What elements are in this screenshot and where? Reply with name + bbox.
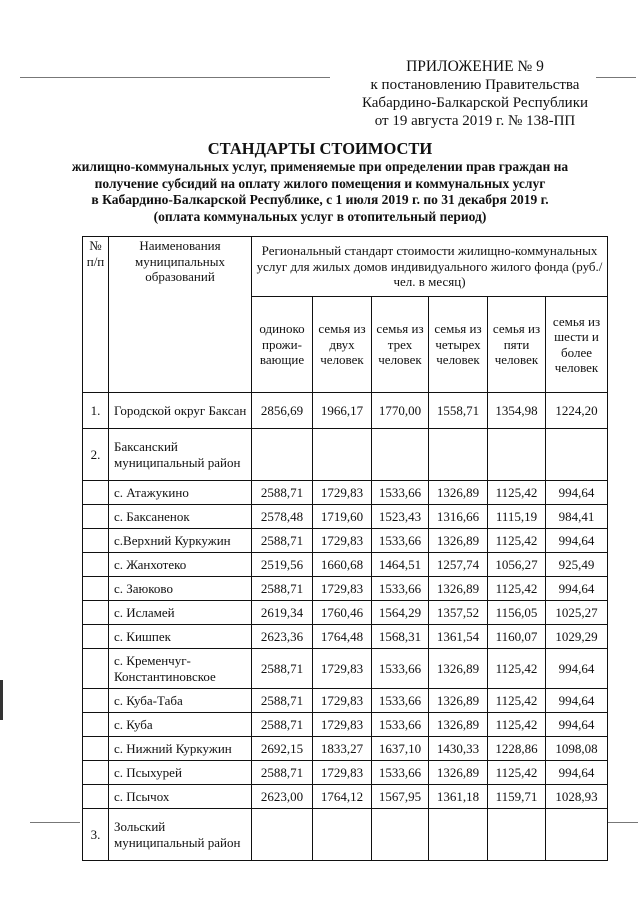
row-value: 1729,83 xyxy=(313,649,372,689)
row-value: 2519,56 xyxy=(252,553,313,577)
row-number xyxy=(83,689,109,713)
col-header-number: № п/п xyxy=(83,237,109,393)
row-value: 1125,42 xyxy=(488,761,546,785)
sub-header: семья из трех человек xyxy=(372,297,429,393)
row-value: 1056,27 xyxy=(488,553,546,577)
row-value: 2588,71 xyxy=(252,577,313,601)
title-sub-1: жилищно-коммунальных услуг, применяемые при определении прав граждан на xyxy=(71,159,569,174)
row-value: 994,64 xyxy=(546,481,608,505)
appendix-header xyxy=(330,58,620,130)
row-value xyxy=(429,429,488,481)
table-row xyxy=(83,625,608,649)
row-value: 1361,18 xyxy=(429,785,488,809)
row-value xyxy=(372,429,429,481)
row-value: 1729,83 xyxy=(313,577,372,601)
title-sub-4: (оплата коммунальных услуг в отопительный период) xyxy=(153,208,487,224)
row-name: Городской округ Баксан xyxy=(109,393,252,429)
document-title xyxy=(20,139,620,225)
table-row xyxy=(83,529,608,553)
row-value xyxy=(546,429,608,481)
row-value xyxy=(252,429,313,481)
row-value: 1028,93 xyxy=(546,785,608,809)
row-value: 984,41 xyxy=(546,505,608,529)
row-number xyxy=(83,553,109,577)
col-header-group: Региональный стандарт стоимости жилищно-коммунальных услуг для жилых домов индивидуального жилого фонда (руб./чел. в месяц) xyxy=(252,237,608,297)
row-name: с. Заюково xyxy=(109,577,252,601)
row-value: 2623,00 xyxy=(252,785,313,809)
row-value: 1224,20 xyxy=(546,393,608,429)
row-value: 1567,95 xyxy=(372,785,429,809)
row-name: с. Псыхурей xyxy=(109,761,252,785)
row-value: 1533,66 xyxy=(372,481,429,505)
row-value: 1326,89 xyxy=(429,529,488,553)
table-row xyxy=(83,429,608,481)
sub-header: одиноко прожи-вающие xyxy=(252,297,313,393)
row-value: 2588,71 xyxy=(252,481,313,505)
appendix-line-2: Кабардино-Балкарской Республики xyxy=(361,95,589,111)
row-value: 1533,66 xyxy=(372,529,429,553)
row-value: 1156,05 xyxy=(488,601,546,625)
row-value: 994,64 xyxy=(546,713,608,737)
row-value: 1764,48 xyxy=(313,625,372,649)
row-name: с. Псычох xyxy=(109,785,252,809)
row-value: 1361,54 xyxy=(429,625,488,649)
row-name: с. Кишпек xyxy=(109,625,252,649)
scan-line-top xyxy=(20,77,330,78)
row-value: 1257,74 xyxy=(429,553,488,577)
row-value: 1966,17 xyxy=(313,393,372,429)
row-number xyxy=(83,761,109,785)
row-value: 1523,43 xyxy=(372,505,429,529)
row-name: с. Куба-Таба xyxy=(109,689,252,713)
row-number xyxy=(83,577,109,601)
row-value: 1160,07 xyxy=(488,625,546,649)
table-row xyxy=(83,689,608,713)
row-value: 925,49 xyxy=(546,553,608,577)
row-value xyxy=(429,809,488,861)
row-value: 2588,71 xyxy=(252,529,313,553)
table-row xyxy=(83,577,608,601)
row-name: с.Верхний Куркужин xyxy=(109,529,252,553)
row-number xyxy=(83,785,109,809)
scan-line-bottom-right xyxy=(608,822,638,823)
row-value: 1729,83 xyxy=(313,529,372,553)
row-value: 1533,66 xyxy=(372,761,429,785)
table-row xyxy=(83,713,608,737)
row-value: 994,64 xyxy=(546,529,608,553)
row-value: 1326,89 xyxy=(429,689,488,713)
row-value: 1564,29 xyxy=(372,601,429,625)
row-name: Баксанский муниципальный район xyxy=(109,429,252,481)
table-row xyxy=(83,785,608,809)
title-main: СТАНДАРТЫ СТОИМОСТИ xyxy=(207,139,433,158)
row-value: 1159,71 xyxy=(488,785,546,809)
row-value: 1125,42 xyxy=(488,713,546,737)
appendix-line-3: от 19 августа 2019 г. № 138-ПП xyxy=(374,113,576,129)
row-value: 1125,42 xyxy=(488,649,546,689)
row-value: 1125,42 xyxy=(488,481,546,505)
row-value: 1029,29 xyxy=(546,625,608,649)
row-value: 1533,66 xyxy=(372,649,429,689)
row-value: 2623,36 xyxy=(252,625,313,649)
row-value: 1729,83 xyxy=(313,713,372,737)
row-value: 1025,27 xyxy=(546,601,608,625)
title-sub-2: получение субсидий на оплату жилого помещения и коммунальных услуг xyxy=(94,175,546,191)
row-value: 1770,00 xyxy=(372,393,429,429)
row-value: 1357,52 xyxy=(429,601,488,625)
row-value: 1326,89 xyxy=(429,761,488,785)
row-number xyxy=(83,625,109,649)
row-value: 2588,71 xyxy=(252,689,313,713)
table-body xyxy=(83,393,608,861)
row-value: 1098,08 xyxy=(546,737,608,761)
table-row xyxy=(83,649,608,689)
scan-line-bottom xyxy=(30,822,80,823)
row-value: 1430,33 xyxy=(429,737,488,761)
row-number xyxy=(83,649,109,689)
row-value: 1125,42 xyxy=(488,689,546,713)
sub-header: семья из четырех человек xyxy=(429,297,488,393)
sub-header: семья из пяти человек xyxy=(488,297,546,393)
sub-header: семья из шести и более человек xyxy=(546,297,608,393)
row-value xyxy=(313,429,372,481)
row-number xyxy=(83,601,109,625)
row-number: 1. xyxy=(83,393,109,429)
row-value: 994,64 xyxy=(546,649,608,689)
row-value xyxy=(313,809,372,861)
row-name: с. Куба xyxy=(109,713,252,737)
row-number: 3. xyxy=(83,809,109,861)
row-name: с. Нижний Куркужин xyxy=(109,737,252,761)
col-header-name: Наименования муниципальных образований xyxy=(109,237,252,393)
row-name: с. Исламей xyxy=(109,601,252,625)
row-number xyxy=(83,713,109,737)
row-value: 1568,31 xyxy=(372,625,429,649)
row-value xyxy=(546,809,608,861)
table-row xyxy=(83,553,608,577)
row-value: 994,64 xyxy=(546,577,608,601)
table-row xyxy=(83,737,608,761)
table-row xyxy=(83,393,608,429)
row-value xyxy=(372,809,429,861)
row-value: 1760,46 xyxy=(313,601,372,625)
sub-header: семья из двух человек xyxy=(313,297,372,393)
row-number: 2. xyxy=(83,429,109,481)
header-row-1 xyxy=(83,237,608,297)
row-number xyxy=(83,737,109,761)
row-value: 1228,86 xyxy=(488,737,546,761)
row-value: 1764,12 xyxy=(313,785,372,809)
row-value: 2692,15 xyxy=(252,737,313,761)
title-sub-3: в Кабардино-Балкарской Республике, с 1 июля 2019 г. по 31 декабря 2019 г. xyxy=(91,192,549,207)
row-value: 1729,83 xyxy=(313,761,372,785)
row-name: с. Жанхотеко xyxy=(109,553,252,577)
row-value: 1354,98 xyxy=(488,393,546,429)
row-value: 1558,71 xyxy=(429,393,488,429)
table-row xyxy=(83,601,608,625)
row-value: 1316,66 xyxy=(429,505,488,529)
row-value: 1326,89 xyxy=(429,481,488,505)
table-row xyxy=(83,761,608,785)
row-value: 2588,71 xyxy=(252,713,313,737)
row-value: 1464,51 xyxy=(372,553,429,577)
row-value: 1533,66 xyxy=(372,577,429,601)
row-value: 1125,42 xyxy=(488,577,546,601)
row-value: 1729,83 xyxy=(313,689,372,713)
row-name: с. Кременчуг-Константиновское xyxy=(109,649,252,689)
row-name: Зольский муниципальный район xyxy=(109,809,252,861)
scan-edge-mark xyxy=(0,680,7,720)
row-value: 1115,19 xyxy=(488,505,546,529)
row-value: 1533,66 xyxy=(372,713,429,737)
row-value: 1660,68 xyxy=(313,553,372,577)
appendix-number: ПРИЛОЖЕНИЕ № 9 xyxy=(406,58,544,75)
row-value: 1533,66 xyxy=(372,689,429,713)
row-value xyxy=(252,809,313,861)
standards-table xyxy=(82,236,608,861)
row-number xyxy=(83,529,109,553)
row-value: 1833,27 xyxy=(313,737,372,761)
row-value xyxy=(488,429,546,481)
row-value: 994,64 xyxy=(546,689,608,713)
row-value: 994,64 xyxy=(546,761,608,785)
row-value: 1729,83 xyxy=(313,481,372,505)
table-row xyxy=(83,505,608,529)
row-value xyxy=(488,809,546,861)
table-row xyxy=(83,809,608,861)
row-value: 2619,34 xyxy=(252,601,313,625)
row-name: с. Баксаненок xyxy=(109,505,252,529)
row-value: 2856,69 xyxy=(252,393,313,429)
row-value: 2588,71 xyxy=(252,649,313,689)
row-value: 1637,10 xyxy=(372,737,429,761)
row-name: с. Атажукино xyxy=(109,481,252,505)
row-value: 1326,89 xyxy=(429,649,488,689)
row-value: 1326,89 xyxy=(429,577,488,601)
table-row xyxy=(83,481,608,505)
row-value: 1719,60 xyxy=(313,505,372,529)
row-number xyxy=(83,505,109,529)
row-value: 2588,71 xyxy=(252,761,313,785)
row-number xyxy=(83,481,109,505)
appendix-line-1: к постановлению Правительства xyxy=(370,77,580,93)
row-value: 2578,48 xyxy=(252,505,313,529)
row-value: 1326,89 xyxy=(429,713,488,737)
row-value: 1125,42 xyxy=(488,529,546,553)
